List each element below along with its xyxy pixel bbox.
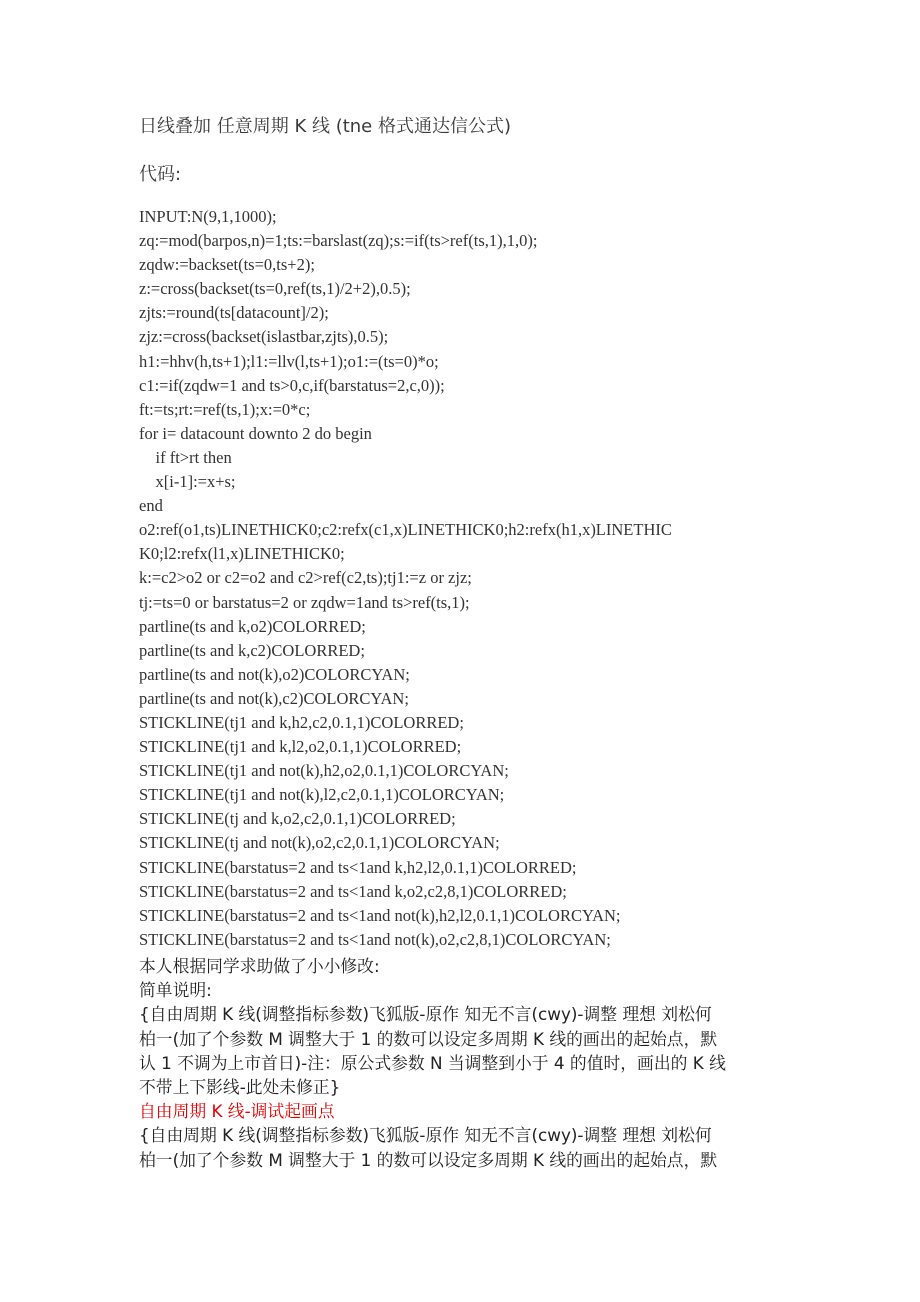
code-label: 代码: bbox=[139, 164, 182, 185]
code-line: partline(ts and k,o2)COLORRED; bbox=[139, 616, 366, 636]
code-line: zjts:=round(ts[datacount]/2); bbox=[139, 303, 329, 323]
code-line: zjz:=cross(backset(islastbar,zjts),0.5); bbox=[139, 327, 389, 347]
code-line: STICKLINE(barstatus=2 and ts<1and k,h2,l2,0.1,1)COLORRED; bbox=[139, 857, 577, 877]
code-line: k:=c2>o2 or c2=o2 and c2>ref(c2,ts);tj1:=z or zjz; bbox=[139, 568, 472, 588]
code-line: partline(ts and not(k),c2)COLORCYAN; bbox=[139, 688, 409, 708]
paragraph-line: {自由周期 K 线(调整指标参数)飞狐版-原作 知无不言(cwy)-调整 理想 刘松何 bbox=[139, 1125, 712, 1146]
paragraph-line: {自由周期 K 线(调整指标参数)飞狐版-原作 知无不言(cwy)-调整 理想 刘松何 bbox=[139, 1004, 712, 1025]
intro-line: 本人根据同学求助做了小小修改: bbox=[139, 956, 380, 976]
code-line: if ft>rt then bbox=[139, 447, 232, 467]
code-line: partline(ts and not(k),o2)COLORCYAN; bbox=[139, 664, 410, 684]
paragraph-line: 柏一(加了个参数 M 调整大于 1 的数可以设定多周期 K 线的画出的起始点，默 bbox=[139, 1028, 718, 1049]
code-line: STICKLINE(tj and not(k),o2,c2,0.1,1)COLORCYAN; bbox=[139, 833, 500, 853]
paragraph-line: 认 1 不调为上市首日)-注：原公式参数 N 当调整到小于 4 的值时，画出的 K 线 bbox=[139, 1052, 726, 1073]
section-heading: 自由周期 K 线-调试起画点 bbox=[139, 1101, 335, 1122]
explanation-block bbox=[139, 954, 789, 1172]
paragraph-line: 柏一(加了个参数 M 调整大于 1 的数可以设定多周期 K 线的画出的起始点，默 bbox=[139, 1149, 718, 1170]
code-line: x[i-1]:=x+s; bbox=[139, 472, 236, 492]
code-line: c1:=if(zqdw=1 and ts>0,c,if(barstatus=2,c,0)); bbox=[139, 375, 445, 395]
code-line: zqdw:=backset(ts=0,ts+2); bbox=[139, 255, 315, 275]
code-line: ft:=ts;rt:=ref(ts,1);x:=0*c; bbox=[139, 399, 311, 419]
code-line: STICKLINE(tj1 and not(k),h2,o2,0.1,1)COLORCYAN; bbox=[139, 761, 509, 781]
code-line: partline(ts and k,c2)COLORRED; bbox=[139, 640, 365, 660]
code-line: tj:=ts=0 or barstatus=2 or zqdw=1and ts>ref(ts,1); bbox=[139, 592, 470, 612]
code-line: STICKLINE(tj1 and k,h2,c2,0.1,1)COLORRED; bbox=[139, 712, 464, 732]
code-line: INPUT:N(9,1,1000); bbox=[139, 207, 277, 226]
code-line: STICKLINE(barstatus=2 and ts<1and not(k),o2,c2,8,1)COLORCYAN; bbox=[139, 929, 611, 949]
code-line: end bbox=[139, 496, 163, 516]
paragraph-line: 不带上下影线-此处未修正} bbox=[139, 1077, 341, 1098]
code-line: STICKLINE(barstatus=2 and ts<1and not(k),h2,l2,0.1,1)COLORCYAN; bbox=[139, 905, 621, 925]
code-line: STICKLINE(tj and k,o2,c2,0.1,1)COLORRED; bbox=[139, 809, 456, 829]
code-line: STICKLINE(tj1 and k,l2,o2,0.1,1)COLORRED; bbox=[139, 737, 462, 757]
document-title: 日线叠加 任意周期 K 线 (tne 格式通达信公式) bbox=[139, 116, 511, 137]
code-line: K0;l2:refx(l1,x)LINETHICK0; bbox=[139, 544, 345, 564]
code-line: z:=cross(backset(ts=0,ref(ts,1)/2+2),0.5); bbox=[139, 279, 411, 299]
code-line: STICKLINE(barstatus=2 and ts<1and k,o2,c2,8,1)COLORRED; bbox=[139, 881, 567, 901]
code-block bbox=[139, 205, 799, 952]
code-line: STICKLINE(tj1 and not(k),l2,c2,0.1,1)COLORCYAN; bbox=[139, 785, 505, 805]
summary-label: 简单说明: bbox=[139, 980, 212, 1001]
code-line: zq:=mod(barpos,n)=1;ts:=barslast(zq);s:=if(ts>ref(ts,1),1,0); bbox=[139, 231, 538, 251]
code-line: h1:=hhv(h,ts+1);l1:=llv(l,ts+1);o1:=(ts=0)*o; bbox=[139, 351, 439, 371]
code-line: o2:ref(o1,ts)LINETHICK0;c2:refx(c1,x)LINETHICK0;h2:refx(h1,x)LINETHIC bbox=[139, 520, 672, 540]
code-line: for i= datacount downto 2 do begin bbox=[139, 423, 372, 443]
